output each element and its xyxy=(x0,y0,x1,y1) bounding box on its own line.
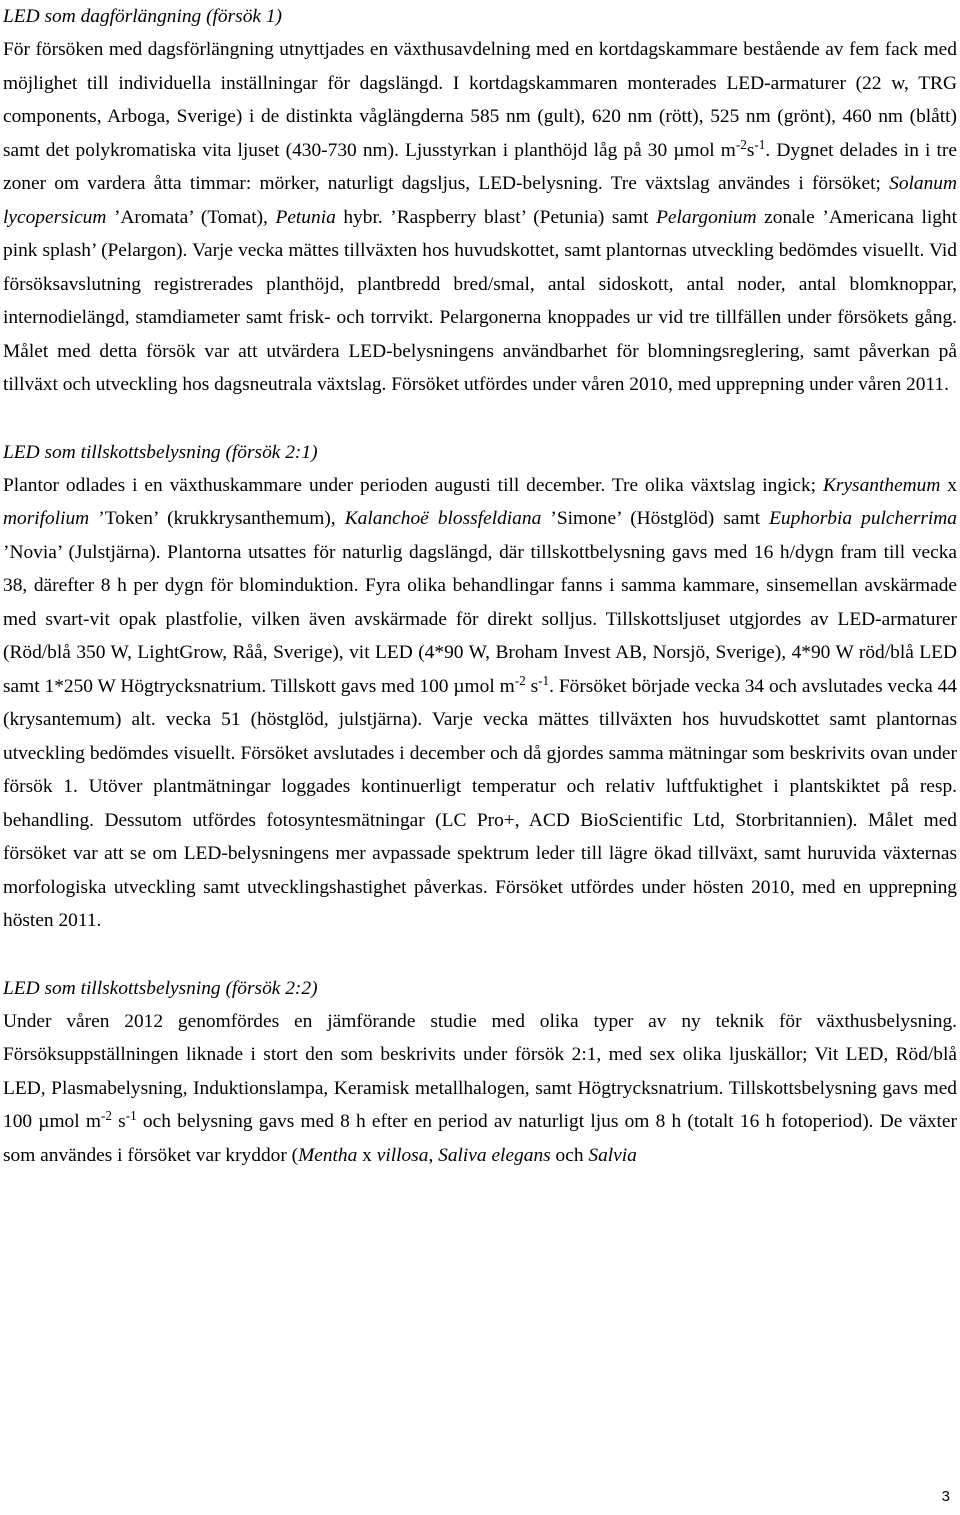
species-name: Mentha xyxy=(298,1144,358,1166)
text-run: och xyxy=(550,1144,589,1166)
species-name: Solanum lycopersicum xyxy=(3,173,957,228)
superscript: -1 xyxy=(754,136,766,152)
superscript: -2 xyxy=(735,136,747,152)
superscript: -2 xyxy=(514,672,526,688)
species-name: Salvia xyxy=(588,1144,637,1166)
text-run: . Försöket började vecka 34 och avslutades vecka 44 (krysantemum) alt. vecka 51 (höstglöd, julstjärna). Varje vecka mättes tillväxten hos huvudskottet samt plantornas utveckling bedömdes visuellt. Försöket avslutades i december och då gjordes samma mätningar som beskrivits ovan under försök 1. Utöver plantmätningar loggades kontinuerligt temperatur och relativ luftfuktighet i plantskiktet på resp. behandling. Dessutom utfördes fotosyntesmätningar (LC Pro+, ACD BioScientific Ltd, Storbritannien). Målet med försöket var att se om LED-belysningens mer avpassade spektrum leder till lägre ökad tillväxt, samt huruvida växternas morfologiska utveckling samt utvecklingshastighet påverkas. Försöket utfördes under hösten 2010, med en upprepning hösten 2011. xyxy=(3,675,957,931)
species-name: morifolium xyxy=(3,508,90,529)
document-page xyxy=(3,0,957,1172)
section-heading-tillskott-2-2: LED som tillskottsbelysning (försök 2:2) xyxy=(3,977,318,999)
paragraph-dagforlangning xyxy=(3,33,957,402)
paragraph-tillskott-2-1 xyxy=(3,469,957,938)
text-run: och belysning gavs med 8 h efter en period av naturligt ljus om 8 h (totalt 16 h fotoperiod). De växter som användes i försöket var kryddor ( xyxy=(3,1111,957,1166)
text-run: s xyxy=(111,1111,126,1132)
species-name: Petunia xyxy=(275,206,336,228)
text-run: Plantor odlades i en växthuskammare under perioden augusti till december. Tre olika växtslag ingick; xyxy=(3,474,823,496)
species-name: villosa xyxy=(376,1144,429,1166)
section-heading-dagforlangning: LED som dagförlängning (försök 1) xyxy=(3,6,283,27)
species-name: Euphorbia pulcherrima xyxy=(769,508,957,529)
species-name: Krysanthemum xyxy=(822,474,941,496)
spacer xyxy=(3,402,957,436)
superscript: -1 xyxy=(125,1107,137,1123)
text-run: , xyxy=(428,1144,439,1166)
text-run: ’Novia’ (Julstjärna). Plantorna utsattes för naturlig dagslängd, där tillskottbelysning gavs med 16 h/dygn fram till vecka 38, därefter 8 h per dygn för blominduktion. Fyra olika behandlingar fanns i samma kammare, sinsemellan avskärmade med svart-vit opak plastfolie, vilken även avskärmade för direkt solljus. Tillskottsljuset utgjordes av LED-armaturer (Röd/blå 350 W, LightGrow, Råå, Sverige), vit LED (4*90 W, Broham Invest AB, Norsjö, Sverige), 4*90 W röd/blå LED samt 1*250 W Högtrycksnatrium. Tillskott gavs med 100 µmol m xyxy=(3,541,957,697)
text-run: hybr. ’Raspberry blast’ (Petunia) samt xyxy=(335,206,657,228)
text-run: s xyxy=(746,139,755,161)
paragraph-tillskott-2-2 xyxy=(3,1005,957,1173)
section-heading-tillskott-2-1: LED som tillskottsbelysning (försök 2:1) xyxy=(3,441,318,463)
spacer xyxy=(3,938,957,972)
species-name: Saliva elegans xyxy=(438,1144,551,1166)
text-run: ’Aromata’ (Tomat), xyxy=(106,206,276,228)
text-run: För försöken med dagsförlängning utnyttjades en växthusavdelning med en kortdagskammare bestående av fem fack med möjlighet till individuella inställningar för dagslängd. I kortdagskammaren monterades LED-armaturer (22 w, TRG components, Arboga, Sverige) i de distinkta våglängderna 585 nm (gult), 620 nm (rött), 525 nm (grönt), 460 nm (blått) samt det polykromatiska vita ljuset (430-730 nm). Ljusstyrkan i planthöjd låg på 30 µmol m xyxy=(3,39,957,161)
superscript: -2 xyxy=(100,1107,112,1123)
species-name: Kalanchoë blossfeldiana xyxy=(344,508,542,529)
text-run: Under våren 2012 genomfördes en jämförande studie med olika typer av ny teknik för växthusbelysning. Försöksuppställningen liknade i stort den som beskrivits under försök 2:1, med sex olika ljuskällor; Vit LED, Röd/blå LED, Plasmabelysning, Induktionslampa, Keramisk metallhalogen, samt Högtrycksnatrium. Tillskottsbelysning gavs med 100 µmol m xyxy=(3,1010,957,1132)
text-run: ’Simone’ (Höstglöd) samt xyxy=(541,508,770,529)
text-run: zonale ’Americana light pink splash’ (Pelargon). Varje vecka mättes tillväxten hos huvudskottet, samt plantornas utveckling bedömdes visuellt. Vid försöksavslutning registrerades planthöjd, plantbredd bred/smal, antal sidoskott, antal noder, antal blomknoppar, internodielängd, stamdiameter samt frisk- och torrvikt. Pelargonerna knoppades ur vid tre tillfällen under försökets gång. Målet med detta försök var att utvärdera LED-belysningens användbarhet för blomningsreglering, samt påverkan på tillväxt och utveckling hos dagsneutrala växtslag. Försöket utfördes under våren 2010, med upprepning under våren 2011. xyxy=(3,206,957,395)
superscript: -1 xyxy=(538,672,550,688)
species-name: Pelargonium xyxy=(656,206,757,228)
text-run: ’Token’ (krukkrysanthemum), xyxy=(89,508,345,529)
text-run: s xyxy=(525,675,539,697)
text-run: . Dygnet delades in i tre zoner om vardera åtta timmar: mörker, naturligt dagsljus, LED-belysning. Tre växtslag användes i försöket; xyxy=(3,139,957,194)
text-run: x xyxy=(940,474,957,496)
page-number: 3 xyxy=(941,1488,950,1505)
text-run: x xyxy=(357,1144,377,1166)
